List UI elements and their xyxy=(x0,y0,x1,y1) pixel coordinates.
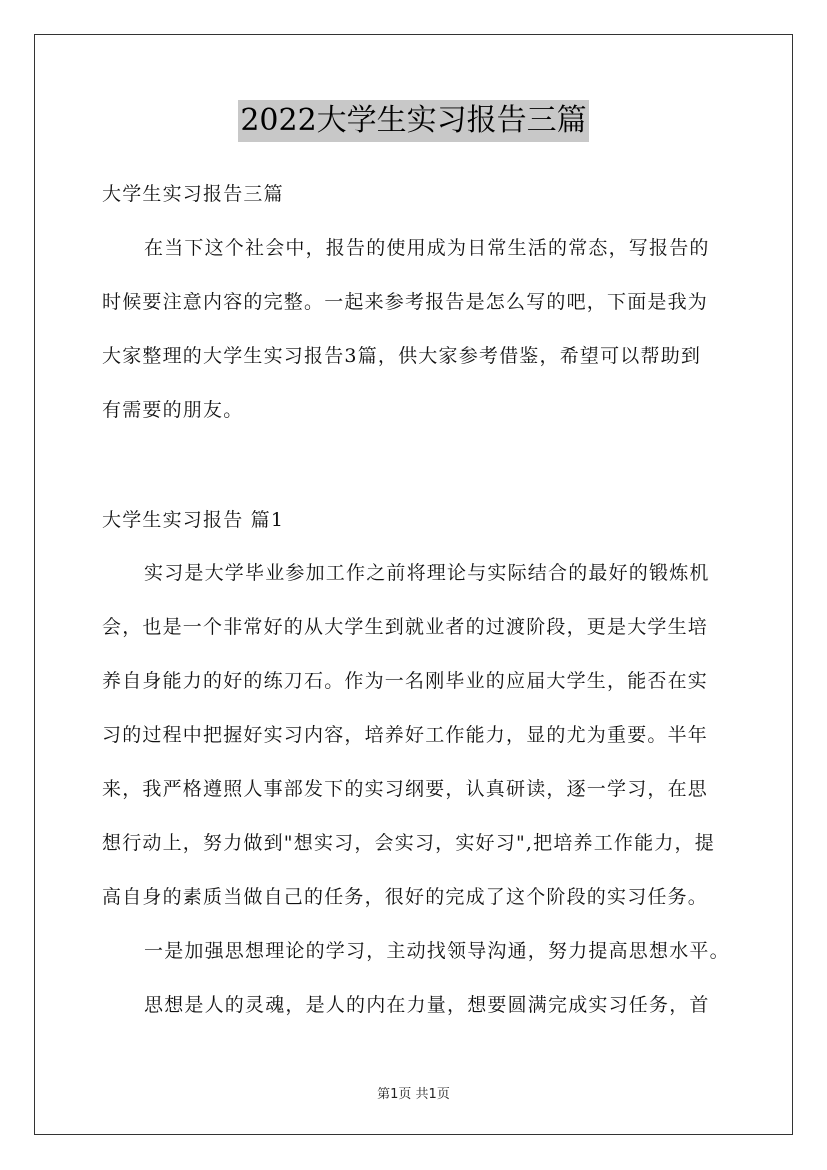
body-line: 习的过程中把握好实习内容，培养好工作能力，显的尤为重要。半年 xyxy=(102,724,709,746)
page-footer: 第1页 共1页 xyxy=(377,1087,450,1102)
section-heading: 大学生实习报告三篇 xyxy=(102,183,284,205)
body-line: 养自身能力的好的练刀石。作为一名刚毕业的应届大学生，能否在实 xyxy=(102,670,709,692)
body-line: 思想是人的灵魂，是人的内在力量，想要圆满完成实习任务，首 xyxy=(144,994,710,1016)
body-line: 来，我严格遵照人事部发下的实习纲要，认真研读，逐一学习，在思 xyxy=(102,778,709,800)
body-line: 高自身的素质当做自己的任务，很好的完成了这个阶段的实习任务。 xyxy=(102,886,709,908)
document-title: 2022大学生实习报告三篇 xyxy=(238,100,588,142)
body-line: 会，也是一个非常好的从大学生到就业者的过渡阶段，更是大学生培 xyxy=(102,616,709,638)
body-line: 想行动上，努力做到"想实习，会实习，实好习",把培养工作能力，提 xyxy=(102,832,715,854)
body-line: 一是加强思想理论的学习，主动找领导沟通，努力提高思想水平。 xyxy=(144,940,730,962)
intro-line: 在当下这个社会中，报告的使用成为日常生活的常态，写报告的 xyxy=(144,237,710,259)
intro-line: 有需要的朋友。 xyxy=(102,399,244,421)
intro-line: 大家整理的大学生实习报告3篇，供大家参考借鉴，希望可以帮助到 xyxy=(102,345,702,367)
body-line: 实习是大学毕业参加工作之前将理论与实际结合的最好的锻炼机 xyxy=(144,562,710,584)
intro-line: 时候要注意内容的完整。一起来参考报告是怎么写的吧，下面是我为 xyxy=(102,291,709,313)
article-heading: 大学生实习报告 篇1 xyxy=(102,509,285,531)
title-container xyxy=(0,100,827,142)
